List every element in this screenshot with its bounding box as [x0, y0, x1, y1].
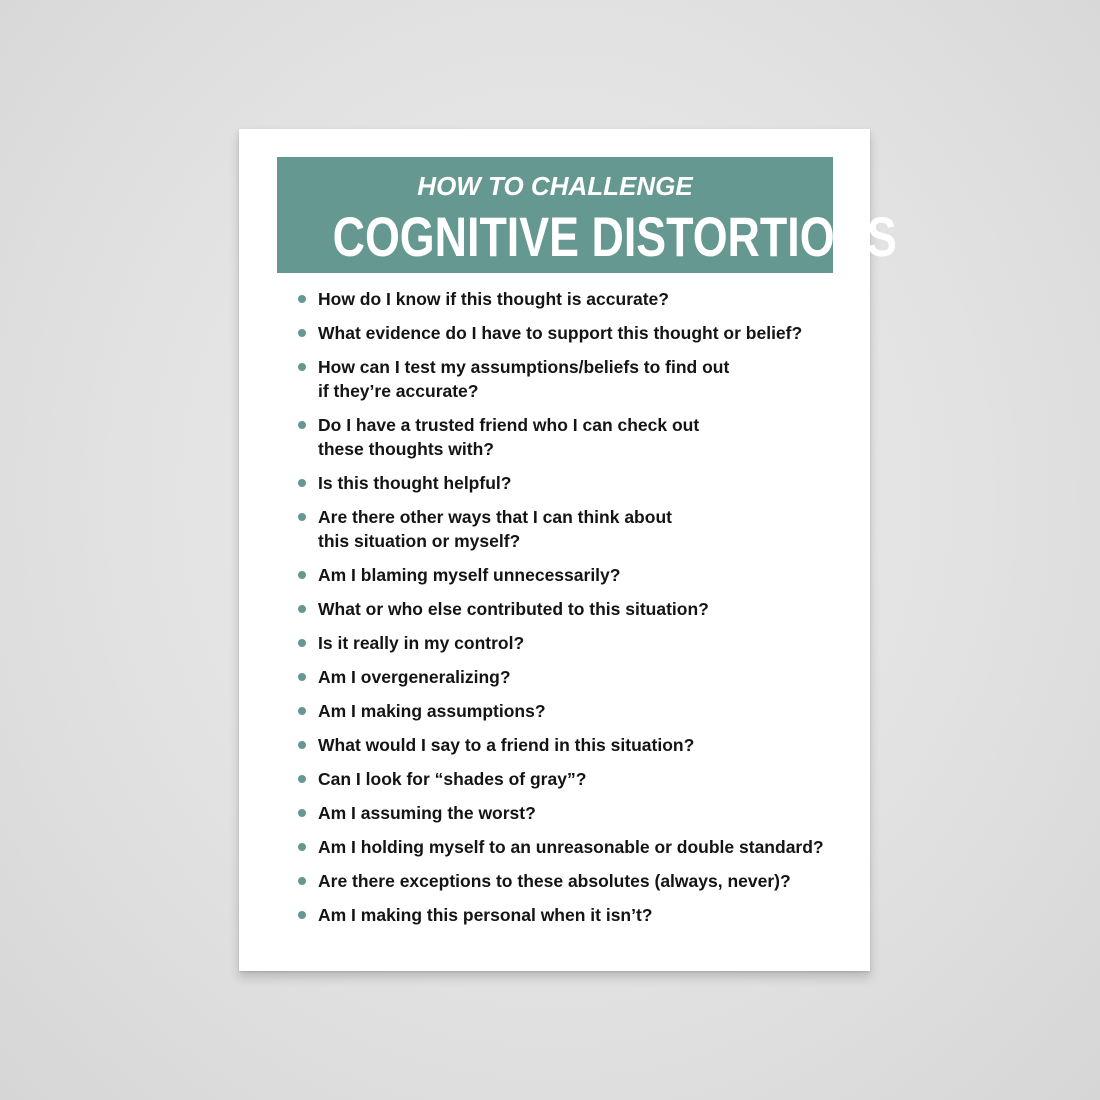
question-text: Is it really in my control?: [318, 633, 525, 653]
header-title: COGNITIVE DISTORTIONS: [332, 205, 897, 268]
question-text: Is this thought helpful?: [318, 473, 512, 493]
bullet-dot: [298, 513, 306, 521]
question-item: [298, 471, 858, 495]
question-item: [298, 563, 858, 587]
question-text: Am I making this personal when it isn’t?: [318, 905, 653, 925]
bullet-dot: [298, 605, 306, 613]
question-item: [298, 505, 858, 553]
question-item: [298, 801, 858, 825]
question-item: [298, 733, 858, 757]
question-item: [298, 597, 858, 621]
bullet-dot: [298, 329, 306, 337]
question-item: [298, 287, 858, 311]
bullet-dot: [298, 639, 306, 647]
bullet-dot: [298, 911, 306, 919]
question-text: Am I making assumptions?: [318, 701, 546, 721]
question-item: [298, 869, 858, 893]
bullet-dot: [298, 707, 306, 715]
question-item: [298, 321, 858, 345]
bullet-dot: [298, 479, 306, 487]
bullet-dot: [298, 571, 306, 579]
bullet-dot: [298, 741, 306, 749]
bullet-dot: [298, 843, 306, 851]
question-item: [298, 699, 858, 723]
question-item: [298, 665, 858, 689]
bullet-dot: [298, 877, 306, 885]
question-item: [298, 903, 858, 927]
bullet-dot: [298, 363, 306, 371]
question-text: Am I blaming myself unnecessarily?: [318, 565, 621, 585]
poster: [239, 129, 897, 971]
question-text: What or who else contributed to this situation?: [318, 599, 709, 619]
header-subtitle: HOW TO CHALLENGE: [417, 171, 693, 201]
question-text: What would I say to a friend in this situation?: [318, 735, 695, 755]
question-text: Do I have a trusted friend who I can check out these thoughts with?: [318, 415, 700, 459]
bullet-dot: [298, 673, 306, 681]
question-text: Can I look for “shades of gray”?: [318, 769, 587, 789]
question-text: Are there other ways that I can think about this situation or myself?: [318, 507, 672, 551]
question-item: [298, 413, 858, 461]
bullet-dot: [298, 295, 306, 303]
question-text: Am I overgeneralizing?: [318, 667, 511, 687]
bullet-dot: [298, 809, 306, 817]
question-text: What evidence do I have to support this thought or belief?: [318, 323, 803, 343]
question-list: [298, 287, 858, 937]
question-text: How can I test my assumptions/beliefs to find out if they’re accurate?: [318, 357, 730, 401]
question-text: How do I know if this thought is accurate?: [318, 289, 669, 309]
question-text: Am I holding myself to an unreasonable or double standard?: [318, 837, 824, 857]
question-text: Am I assuming the worst?: [318, 803, 536, 823]
question-item: [298, 835, 858, 859]
bullet-dot: [298, 421, 306, 429]
question-item: [298, 631, 858, 655]
header-banner: [277, 157, 897, 273]
bullet-dot: [298, 775, 306, 783]
question-item: [298, 355, 858, 403]
question-text: Are there exceptions to these absolutes (always, never)?: [318, 871, 791, 891]
question-item: [298, 767, 858, 791]
